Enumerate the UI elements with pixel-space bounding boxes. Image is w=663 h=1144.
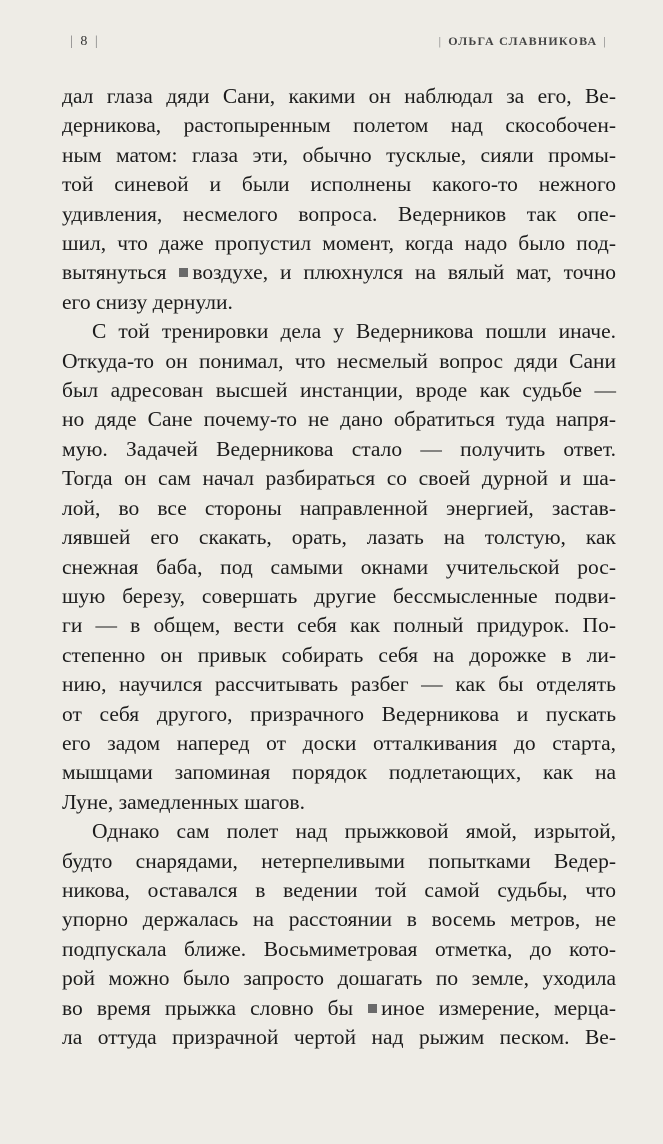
text-line: С той тренировки дела у Ведерникова пошли иначе.: [92, 319, 616, 344]
text-line: лой, во все стороны направленной энергией, застав-: [62, 495, 616, 520]
text-line: Однако сам полет над прыжковой ямой, изрытой,: [92, 819, 616, 844]
print-defect-mark: [179, 268, 188, 277]
text-line: подпускала ближе. Восьмиметровая отметка, до кото-: [62, 936, 616, 961]
body-text: [62, 82, 616, 1052]
text-line: Луне, замедленных шагов.: [62, 789, 305, 814]
text-line: мую. Задачей Ведерникова стало — получить ответ.: [62, 436, 616, 461]
text-line: никова, оставался в ведении той самой судьбы, что: [62, 877, 616, 902]
text-line: [62, 994, 616, 1023]
text-fragment: воздухе, и плюхнулся на вялый мат, точно: [192, 260, 617, 285]
print-defect-mark: [368, 1004, 377, 1013]
text-fragment: во время прыжка словно бы: [62, 995, 354, 1020]
text-line: от себя другого, призрачного Ведерникова и пускать: [62, 701, 616, 726]
text-line: его снизу дернули.: [62, 289, 233, 314]
separator: |: [438, 34, 443, 48]
text-line: был адресован высшей инстанции, вроде как судьбе —: [62, 378, 616, 403]
text-fragment: вытянуться: [62, 260, 167, 285]
text-line: дал глаза дяди Сани, какими он наблюдал за его, Ве-: [62, 84, 616, 108]
text-line: удивления, несмелого вопроса. Ведерников так опе-: [62, 201, 616, 226]
text-line: Тогда он сам начал разбираться со своей дурной и ша-: [62, 466, 616, 491]
page-number: 8: [80, 34, 89, 49]
text-line: но дяде Сане почему-то не дано обратиться туда напря-: [62, 407, 616, 432]
text-line: дерникова, растопыренным полетом над скособочен-: [62, 113, 616, 138]
text-line: упорно держалась на расстоянии в восемь метров, не: [62, 907, 616, 932]
author-block: [433, 34, 613, 49]
separator: |: [94, 34, 100, 49]
text-line: его задом наперед от доски отталкивания до старта,: [62, 730, 616, 755]
separator: |: [603, 34, 607, 48]
text-line: [62, 258, 616, 287]
text-line: той синевой и были исполнены какого-то нежного: [62, 172, 616, 197]
text-line: ла оттуда призрачной чертой над рыжим песком. Ве-: [62, 1025, 616, 1049]
running-header: [64, 34, 613, 56]
text-line: лявшей его скакать, орать, лазать на толстую, как: [62, 525, 616, 550]
text-line: снежная баба, под самыми окнами учительской рос-: [62, 554, 616, 579]
text-line: Откуда-то он понимал, что несмелый вопрос дяди Сани: [62, 348, 616, 373]
text-line: рой можно было запросто дошагать по земле, уходила: [62, 966, 616, 991]
text-line: шую березу, совершать другие бессмысленные подви-: [62, 583, 616, 608]
author-name: ОЛЬГА СЛАВНИКОВА: [448, 34, 598, 48]
page-number-block: [64, 34, 105, 50]
text-line: мышцами запоминая порядок подлетающих, как на: [62, 760, 616, 785]
text-line: степенно он привык собирать себя на дорожке в ли-: [62, 642, 616, 667]
separator: |: [70, 34, 75, 49]
text-line: нию, научился рассчитывать разбег — как бы отделять: [62, 672, 616, 697]
text-line: ги — в общем, вести себя как полный придурок. По-: [62, 613, 616, 638]
text-line: шил, что даже пропустил момент, когда надо было под-: [62, 231, 616, 256]
text-line: ным матом: глаза эти, обычно тусклые, сияли промы-: [62, 142, 616, 167]
text-line: будто снарядами, нетерпеливыми попытками Ведер-: [62, 848, 616, 873]
text-fragment: иное измерение, мерца-: [381, 995, 616, 1020]
